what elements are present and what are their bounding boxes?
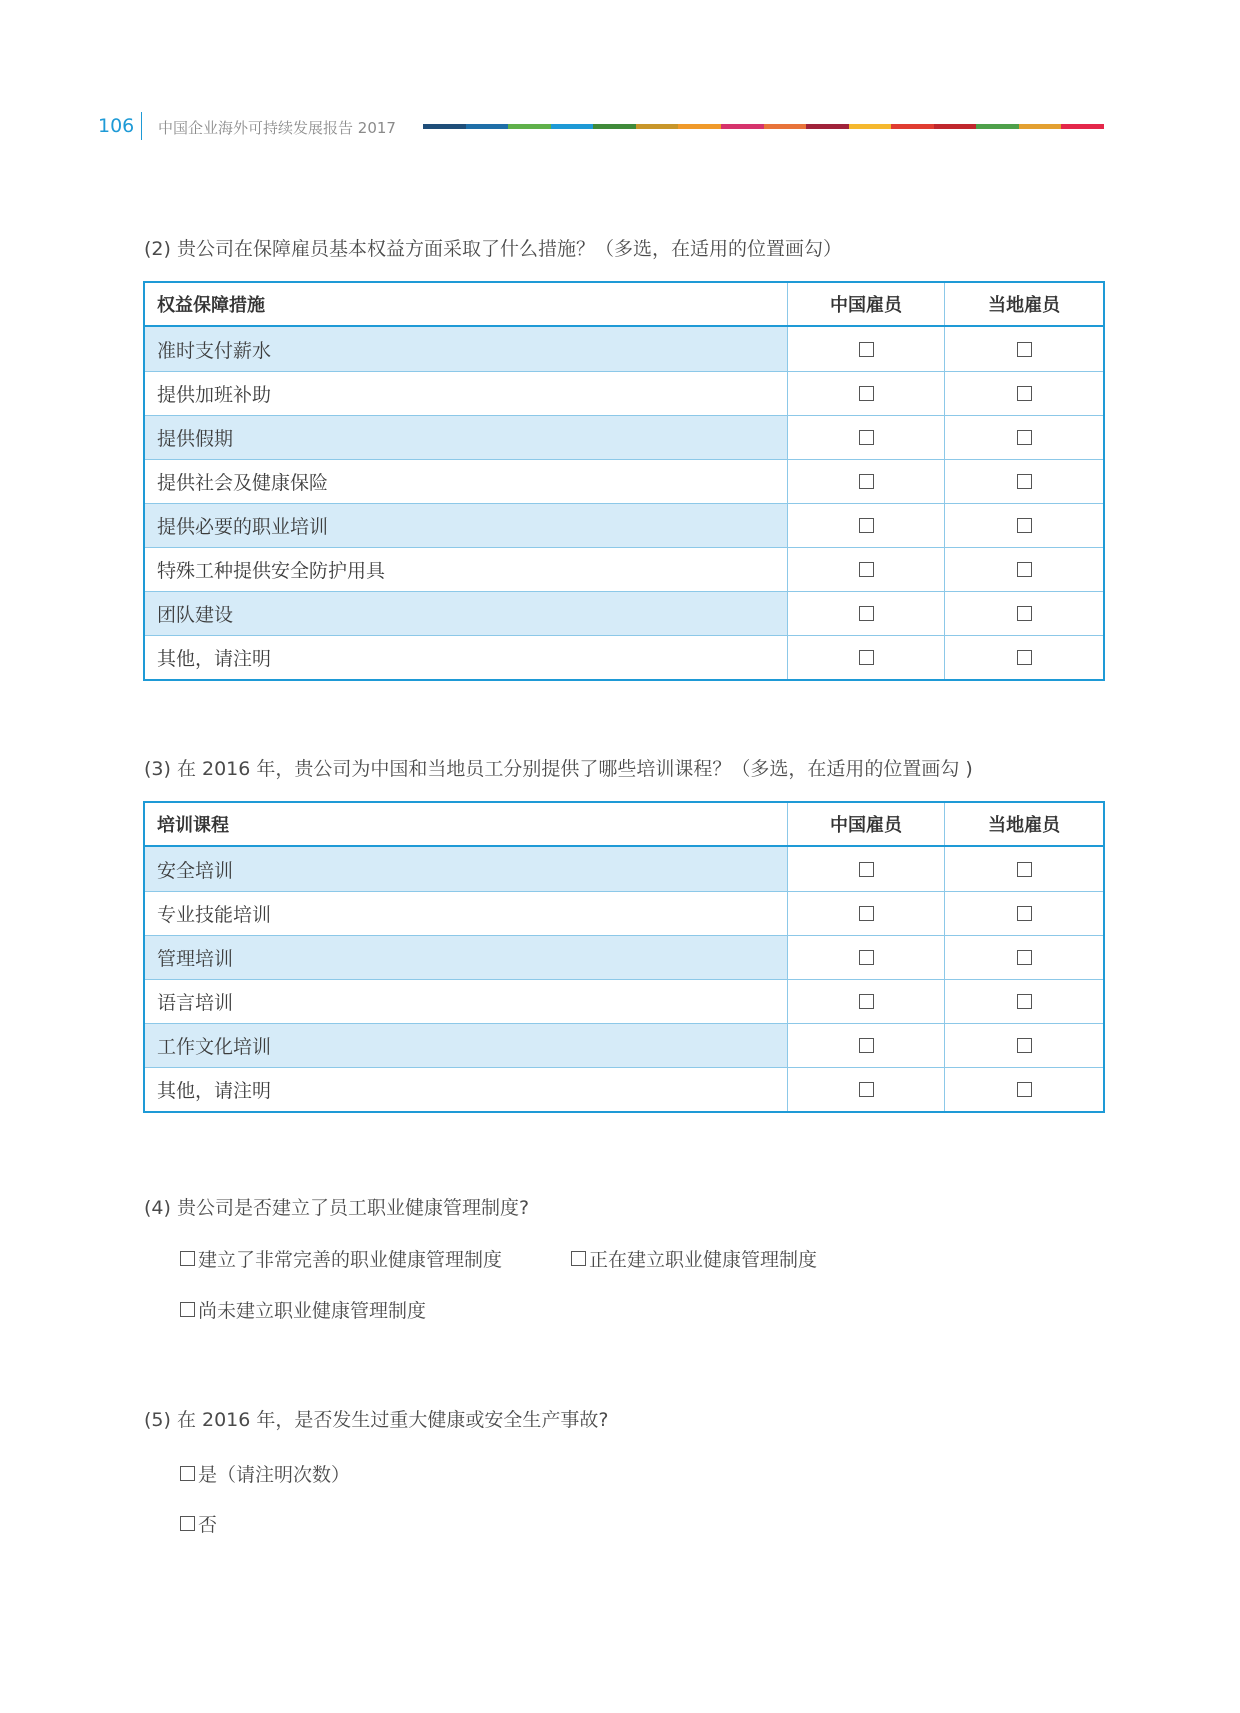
option-label: 建立了非常完善的职业健康管理制度 xyxy=(198,1249,503,1271)
local-employee-cell xyxy=(945,980,1103,1023)
chinese-employee-cell xyxy=(788,936,946,979)
color-band-segment xyxy=(678,124,721,129)
checkbox-icon[interactable] xyxy=(859,474,874,489)
table-row xyxy=(145,1023,1103,1067)
checkbox-icon[interactable] xyxy=(859,994,874,1009)
color-band-segment xyxy=(721,124,764,129)
option-label: 是（请注明次数） xyxy=(198,1464,351,1486)
column-header-item: 培训课程 xyxy=(145,803,788,845)
column-header-chinese: 中国雇员 xyxy=(788,803,946,845)
table-row xyxy=(145,459,1103,503)
option-label: 否 xyxy=(198,1514,218,1536)
table-row xyxy=(145,503,1103,547)
training-courses-table xyxy=(143,801,1105,1113)
checkbox-icon[interactable] xyxy=(1017,386,1032,401)
color-band-segment xyxy=(636,124,679,129)
color-band-segment xyxy=(934,124,977,129)
local-employee-cell xyxy=(945,504,1103,547)
chinese-employee-cell xyxy=(788,372,946,415)
table-header-row xyxy=(145,803,1103,847)
checkbox-icon[interactable] xyxy=(180,1251,195,1266)
checkbox-icon[interactable] xyxy=(1017,342,1032,357)
local-employee-cell xyxy=(945,372,1103,415)
local-employee-cell xyxy=(945,592,1103,635)
table-row xyxy=(145,847,1103,891)
rights-protection-table xyxy=(143,281,1105,681)
color-band-segment xyxy=(1019,124,1062,129)
row-label: 安全培训 xyxy=(145,847,788,891)
table-row xyxy=(145,327,1103,371)
color-band-segment xyxy=(849,124,892,129)
chinese-employee-cell xyxy=(788,980,946,1023)
color-band-segment xyxy=(551,124,594,129)
table-row xyxy=(145,635,1103,679)
chinese-employee-cell xyxy=(788,892,946,935)
checkbox-icon[interactable] xyxy=(1017,950,1032,965)
local-employee-cell xyxy=(945,548,1103,591)
question-4: (4) 贵公司是否建立了员工职业健康管理制度? xyxy=(144,1197,530,1219)
row-label: 提供必要的职业培训 xyxy=(145,504,788,547)
column-header-item: 权益保障措施 xyxy=(145,283,788,325)
local-employee-cell xyxy=(945,636,1103,679)
row-label: 提供加班补助 xyxy=(145,372,788,415)
row-label: 其他，请注明 xyxy=(145,636,788,679)
local-employee-cell xyxy=(945,1024,1103,1067)
checkbox-icon[interactable] xyxy=(859,518,874,533)
local-employee-cell xyxy=(945,460,1103,503)
report-title: 中国企业海外可持续发展报告 2017 xyxy=(158,119,396,137)
checkbox-icon[interactable] xyxy=(859,562,874,577)
checkbox-icon[interactable] xyxy=(180,1302,195,1317)
chinese-employee-cell xyxy=(788,1024,946,1067)
option-no-system[interactable] xyxy=(180,1296,426,1323)
header-divider xyxy=(141,112,142,140)
chinese-employee-cell xyxy=(788,636,946,679)
option-building-system[interactable] xyxy=(571,1245,817,1272)
checkbox-icon[interactable] xyxy=(1017,994,1032,1009)
checkbox-icon[interactable] xyxy=(1017,606,1032,621)
checkbox-icon[interactable] xyxy=(1017,518,1032,533)
local-employee-cell xyxy=(945,327,1103,371)
chinese-employee-cell xyxy=(788,592,946,635)
checkbox-icon[interactable] xyxy=(859,950,874,965)
row-label: 语言培训 xyxy=(145,980,788,1023)
chinese-employee-cell xyxy=(788,504,946,547)
question-5: (5) 在 2016 年，是否发生过重大健康或安全生产事故? xyxy=(144,1409,609,1431)
local-employee-cell xyxy=(945,936,1103,979)
table-row xyxy=(145,591,1103,635)
table-row xyxy=(145,371,1103,415)
column-header-chinese: 中国雇员 xyxy=(788,283,946,325)
row-label: 特殊工种提供安全防护用具 xyxy=(145,548,788,591)
chinese-employee-cell xyxy=(788,460,946,503)
column-header-local: 当地雇员 xyxy=(988,295,1061,316)
table-row xyxy=(145,891,1103,935)
local-employee-cell xyxy=(945,416,1103,459)
color-band-segment xyxy=(423,124,466,129)
checkbox-icon[interactable] xyxy=(1017,862,1032,877)
row-label: 团队建设 xyxy=(145,592,788,635)
color-band-segment xyxy=(1061,124,1104,129)
checkbox-icon[interactable] xyxy=(859,606,874,621)
row-label: 提供假期 xyxy=(145,416,788,459)
page-number: 106 xyxy=(98,115,135,137)
table-header-row xyxy=(145,283,1103,327)
checkbox-icon[interactable] xyxy=(1017,1038,1032,1053)
checkbox-icon[interactable] xyxy=(1017,430,1032,445)
color-band-segment xyxy=(891,124,934,129)
checkbox-icon[interactable] xyxy=(859,1038,874,1053)
checkbox-icon[interactable] xyxy=(859,386,874,401)
chinese-employee-cell xyxy=(788,1068,946,1111)
row-label: 专业技能培训 xyxy=(145,892,788,935)
table-row xyxy=(145,547,1103,591)
chinese-employee-cell xyxy=(788,847,946,891)
color-band-segment xyxy=(806,124,849,129)
chinese-employee-cell xyxy=(788,327,946,371)
table-row xyxy=(145,979,1103,1023)
chinese-employee-cell xyxy=(788,548,946,591)
option-complete-system[interactable] xyxy=(180,1245,502,1272)
color-band xyxy=(423,124,1104,129)
color-band-segment xyxy=(976,124,1019,129)
row-label: 提供社会及健康保险 xyxy=(145,460,788,503)
color-band-segment xyxy=(764,124,807,129)
option-yes[interactable] xyxy=(180,1460,350,1487)
checkbox-icon[interactable] xyxy=(1017,906,1032,921)
checkbox-icon[interactable] xyxy=(571,1251,586,1266)
page-header xyxy=(98,112,1104,142)
checkbox-icon[interactable] xyxy=(180,1516,195,1531)
local-employee-cell xyxy=(945,1068,1103,1111)
table-row xyxy=(145,1067,1103,1111)
checkbox-icon[interactable] xyxy=(859,342,874,357)
row-label: 管理培训 xyxy=(145,936,788,979)
checkbox-icon[interactable] xyxy=(859,650,874,665)
checkbox-icon[interactable] xyxy=(1017,650,1032,665)
checkbox-icon[interactable] xyxy=(180,1466,195,1481)
row-label: 准时支付薪水 xyxy=(145,327,788,371)
option-label: 正在建立职业健康管理制度 xyxy=(589,1249,818,1271)
row-label: 工作文化培训 xyxy=(145,1024,788,1067)
table-row xyxy=(145,415,1103,459)
local-employee-cell xyxy=(945,892,1103,935)
color-band-segment xyxy=(593,124,636,129)
question-2: (2) 贵公司在保障雇员基本权益方面采取了什么措施？（多选，在适用的位置画勾） xyxy=(144,238,842,260)
option-label: 尚未建立职业健康管理制度 xyxy=(198,1300,427,1322)
checkbox-icon[interactable] xyxy=(1017,562,1032,577)
table-row xyxy=(145,935,1103,979)
checkbox-icon[interactable] xyxy=(859,862,874,877)
local-employee-cell xyxy=(945,847,1103,891)
option-no[interactable] xyxy=(180,1510,217,1537)
checkbox-icon[interactable] xyxy=(1017,1082,1032,1097)
column-header-local: 当地雇员 xyxy=(988,815,1061,836)
color-band-segment xyxy=(508,124,551,129)
checkbox-icon[interactable] xyxy=(859,430,874,445)
color-band-segment xyxy=(466,124,509,129)
question-3: (3) 在 2016 年，贵公司为中国和当地员工分别提供了哪些培训课程？（多选，在适用的位置画勾 ) xyxy=(144,758,973,780)
checkbox-icon[interactable] xyxy=(859,906,874,921)
row-label: 其他，请注明 xyxy=(145,1068,788,1111)
checkbox-icon[interactable] xyxy=(859,1082,874,1097)
checkbox-icon[interactable] xyxy=(1017,474,1032,489)
chinese-employee-cell xyxy=(788,416,946,459)
